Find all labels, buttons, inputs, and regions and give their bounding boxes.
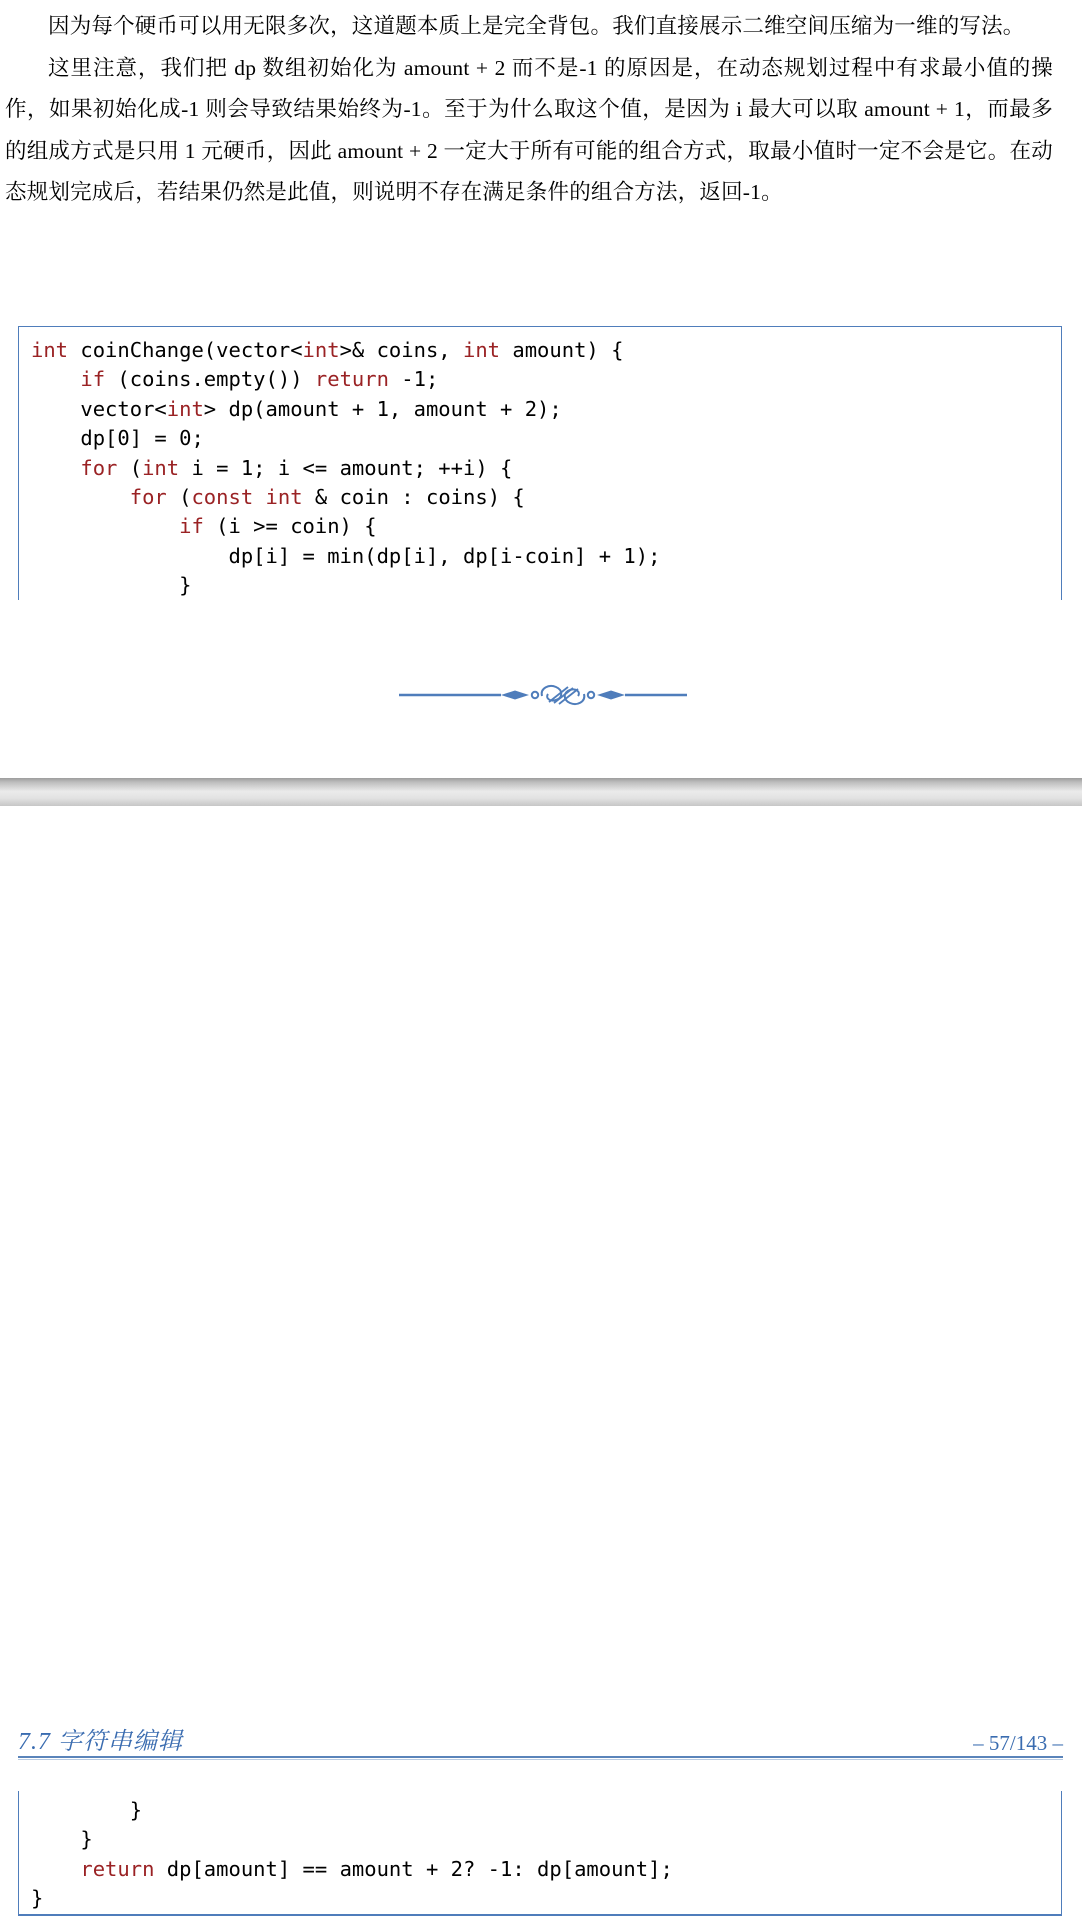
page-indicator: – 57/143 – bbox=[973, 1731, 1063, 1755]
pdf-page-bottom bbox=[0, 806, 1082, 1911]
page-separator bbox=[0, 778, 1082, 806]
paragraph: 因为每个硬币可以用无限多次，这道题本质上是完全背包。我们直接展示二维空间压缩为一维的写法。 bbox=[48, 14, 1025, 38]
paragraph: 这里注意，我们把 dp 数组初始化为 amount + 2 而不是-1 的原因是，在动态规划过程中有求最小值的操作，如果初始化成-1 则会导致结果始终为-1。至于为什么取这个值，是因为 i 最大可以取 amount + 1，而最多的组成方式是只用 1 元硬币，因此 amount + 2 一定大于所有可能的组合方式，取最小值时一定不会是它。在动态规划完成后，若结果仍然是此值，则说明不存在满足条件的组合方法，返回-1。 bbox=[5, 55, 1053, 204]
flourish-icon bbox=[397, 681, 689, 709]
section-divider-ornament bbox=[397, 681, 689, 709]
pdf-page-top bbox=[0, 0, 1082, 778]
code-block-bottom: } } return dp[amount] == amount + 2? -1: dp[amount]; } bbox=[18, 1791, 1062, 1916]
header-rule bbox=[18, 1756, 1063, 1760]
body-text bbox=[5, 6, 1053, 214]
section-title: 7.7 字符串编辑 bbox=[18, 1729, 183, 1755]
section-header bbox=[18, 1722, 1063, 1756]
code-block-top: int coinChange(vector<int>& coins, int amount) { if (coins.empty()) return -1; vector<int> dp(amount + 1, amount + 2); dp[0] = 0; for (int i = 1; i <= amount; ++i) { for (const int & coin : coins) { if (i >= coin) { dp[i] = min(dp[i], dp[i-coin] + 1); } bbox=[18, 326, 1062, 600]
